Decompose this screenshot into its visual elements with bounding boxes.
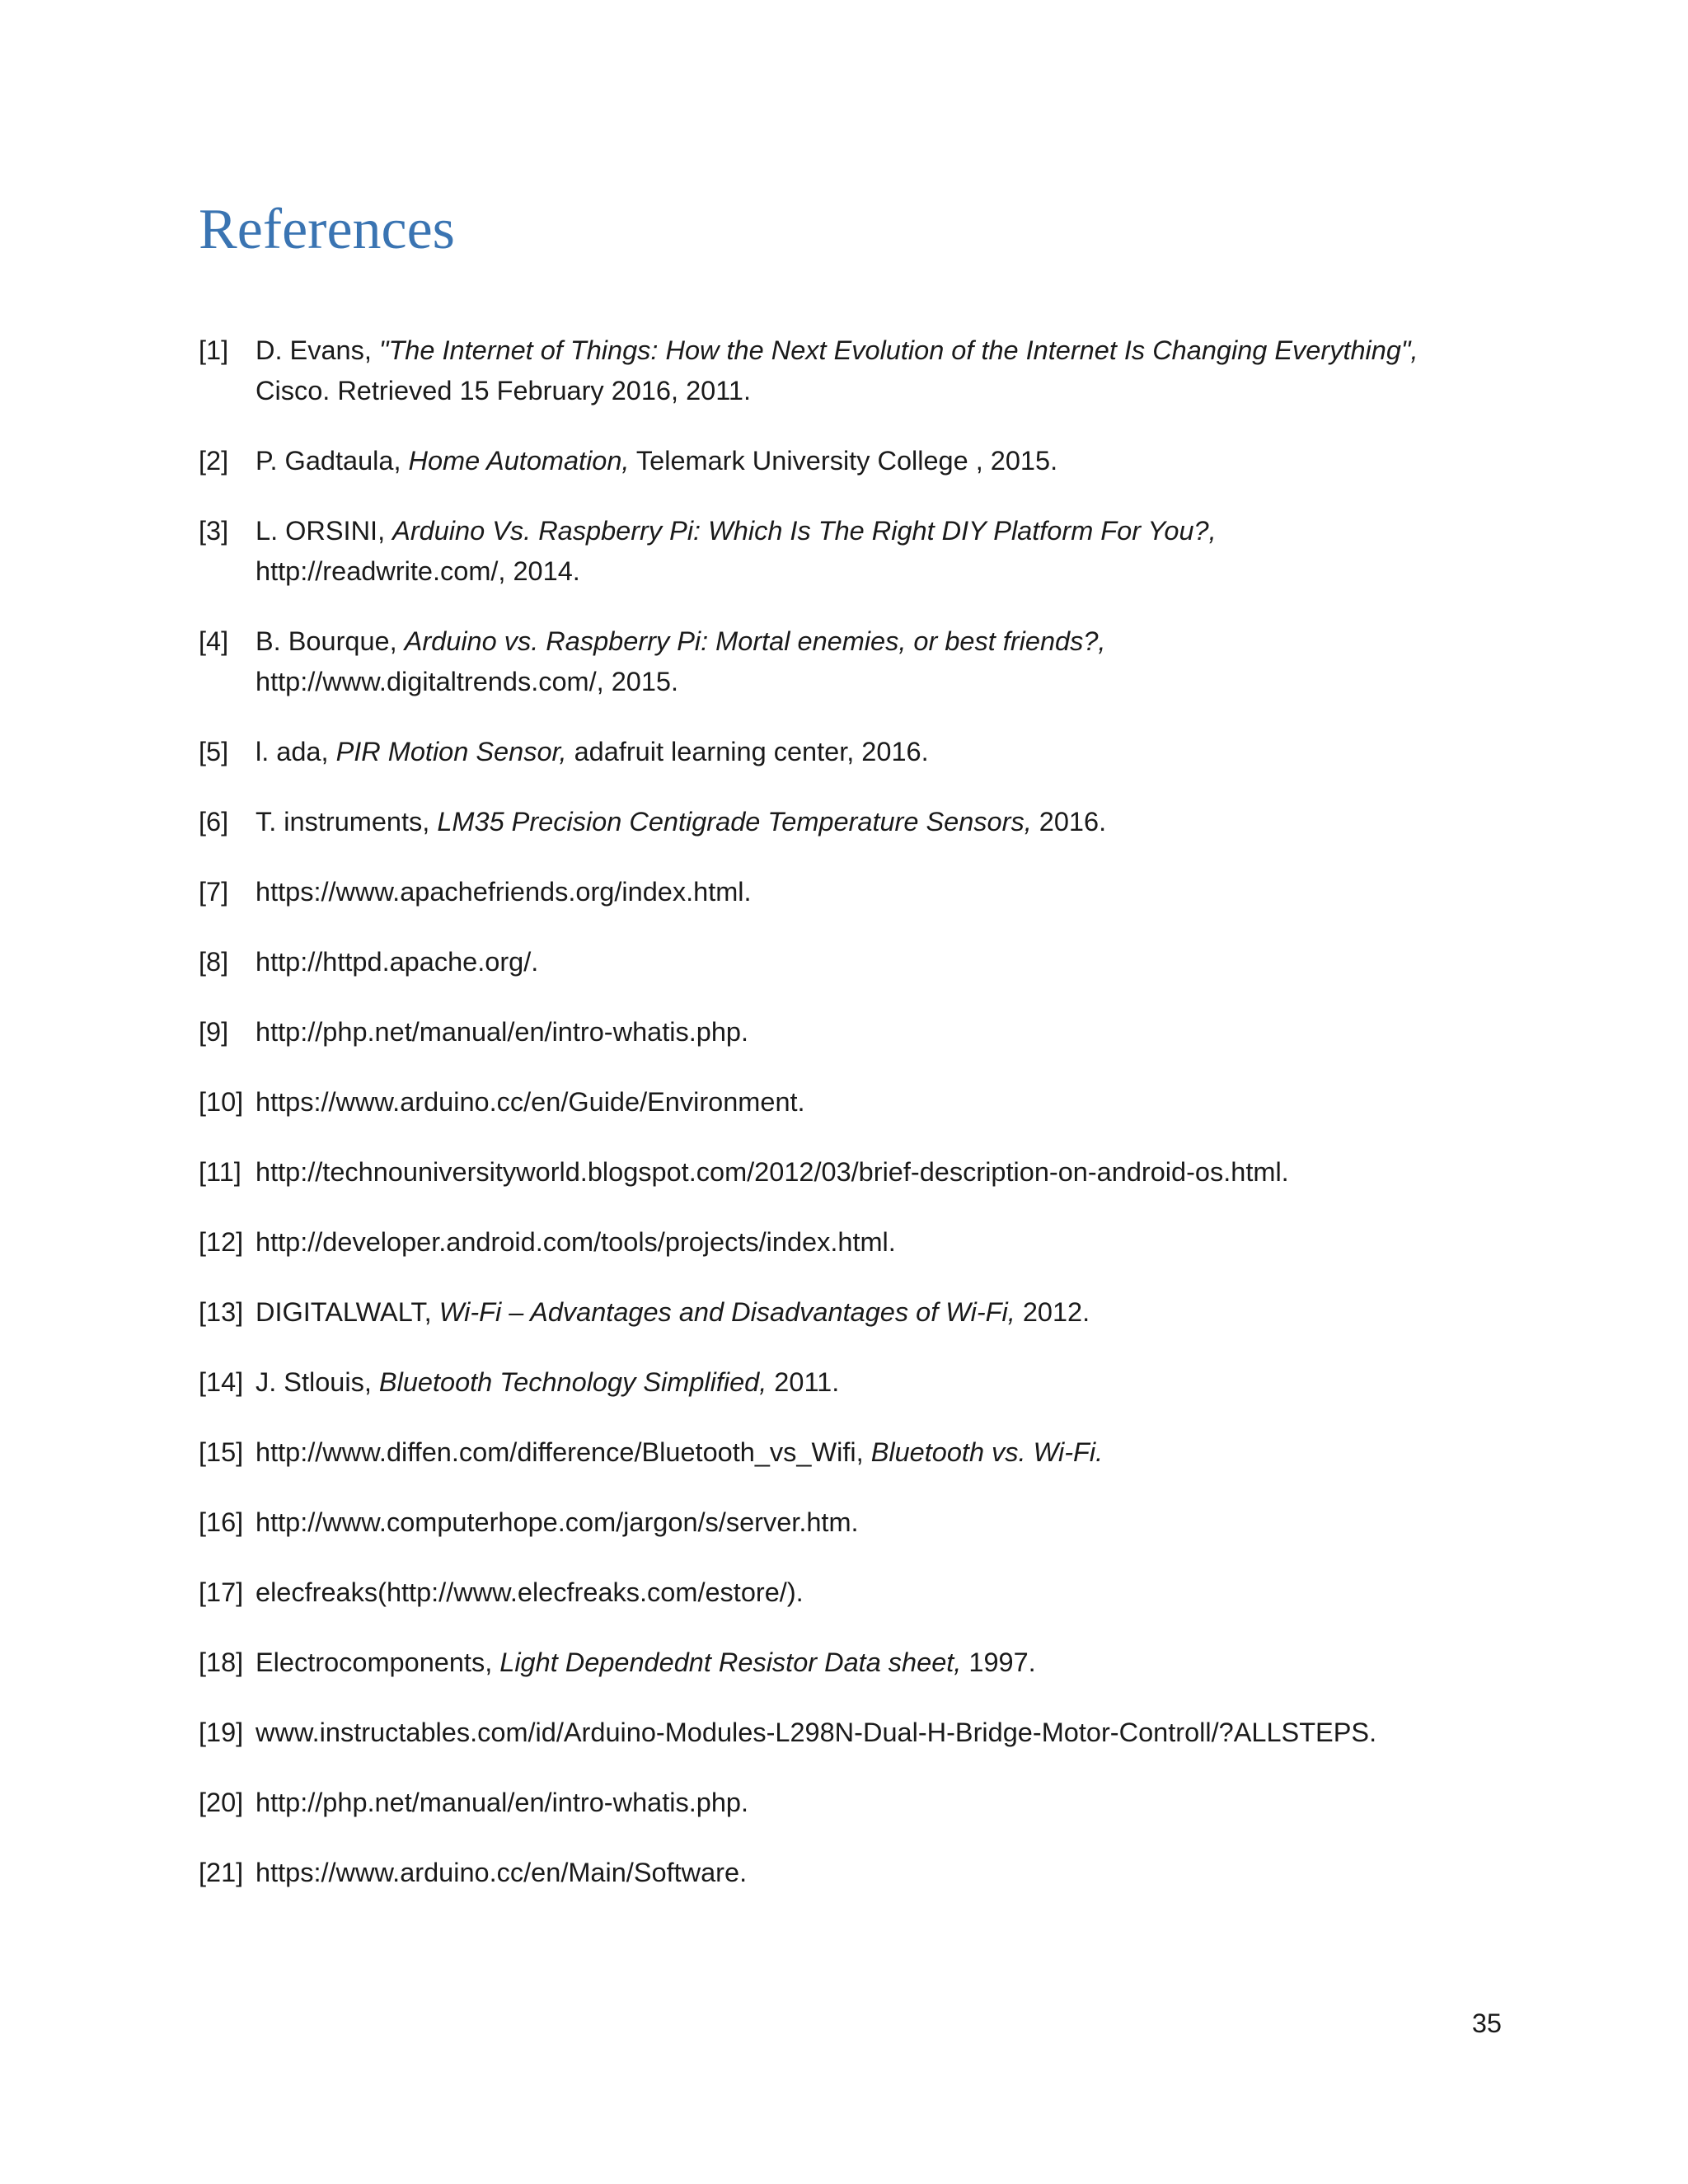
reference-item (199, 1783, 1501, 1823)
reference-item (199, 1292, 1501, 1333)
reference-item (199, 330, 1501, 411)
reference-title: PIR Motion Sensor, (335, 737, 567, 766)
page-number: 35 (1471, 2008, 1502, 2038)
reference-tail: 2011. (767, 1367, 840, 1397)
reference-continuation: http://www.digitaltrends.com/, 2015. (256, 667, 679, 696)
reference-number: [13] (199, 1297, 244, 1327)
reference-line (256, 1227, 896, 1257)
reference-number: [15] (199, 1437, 244, 1467)
reference-text (256, 511, 1501, 592)
reference-number: [16] (199, 1507, 244, 1537)
reference-text (256, 1572, 1501, 1613)
reference-number: [4] (199, 626, 229, 656)
reference-lead: B. Bourque, (256, 626, 405, 656)
reference-number: [10] (199, 1087, 244, 1117)
reference-text (256, 330, 1501, 411)
reference-title: Home Automation, (408, 446, 630, 476)
reference-line (256, 1577, 804, 1607)
reference-number: [12] (199, 1227, 244, 1257)
reference-line (256, 1157, 1289, 1187)
reference-text (256, 1502, 1501, 1543)
reference-line (256, 737, 929, 766)
reference-item (199, 1362, 1501, 1403)
reference-lead: Electrocomponents, (256, 1647, 500, 1677)
reference-text (256, 1362, 1501, 1403)
reference-tail: 2012. (1015, 1297, 1090, 1327)
reference-number: [20] (199, 1788, 244, 1817)
reference-item (199, 942, 1501, 982)
reference-number: [14] (199, 1367, 244, 1397)
reference-number: [7] (199, 877, 229, 907)
reference-text (256, 1432, 1501, 1473)
reference-text (256, 872, 1501, 912)
reference-number: [8] (199, 947, 229, 977)
reference-item (199, 441, 1501, 481)
reference-item (199, 1713, 1501, 1753)
reference-text (256, 942, 1501, 982)
reference-tail: Telemark University College , 2015. (629, 446, 1058, 476)
reference-lead: l. ada, (256, 737, 336, 766)
reference-continuation: http://readwrite.com/, 2014. (256, 556, 580, 586)
reference-item (199, 1502, 1501, 1543)
reference-line (256, 1507, 859, 1537)
reference-title: Arduino vs. Raspberry Pi: Mortal enemies, or best friends?, (404, 626, 1106, 656)
reference-continuation: Cisco. Retrieved 15 February 2016, 2011. (256, 376, 751, 405)
reference-title: Bluetooth vs. Wi-Fi. (870, 1437, 1104, 1467)
reference-line (256, 1297, 1090, 1327)
reference-text (256, 1082, 1501, 1122)
reference-text (256, 802, 1501, 842)
reference-line (256, 335, 1418, 365)
reference-lead: D. Evans, (256, 335, 379, 365)
reference-list (199, 330, 1501, 1923)
reference-lead: http://php.net/manual/en/intro-whatis.php. (256, 1017, 749, 1047)
reference-text (256, 1012, 1501, 1052)
reference-lead: elecfreaks(http://www.elecfreaks.com/estore/). (256, 1577, 804, 1607)
reference-item (199, 1432, 1501, 1473)
reference-line (256, 626, 1105, 656)
reference-text (256, 732, 1501, 772)
reference-lead: DIGITALWALT, (256, 1297, 439, 1327)
reference-text (256, 1783, 1501, 1823)
reference-text (256, 1222, 1501, 1263)
reference-title: LM35 Precision Centigrade Temperature Sensors, (437, 807, 1032, 837)
reference-line (256, 1087, 805, 1117)
reference-tail: 1997. (961, 1647, 1036, 1677)
reference-lead: www.instructables.com/id/Arduino-Modules-L298N-Dual-H-Bridge-Motor-Controll/?ALLSTEPS. (256, 1718, 1377, 1747)
reference-text (256, 1853, 1501, 1893)
reference-tail: 2016. (1031, 807, 1107, 837)
reference-lead: https://www.apachefriends.org/index.html. (256, 877, 752, 907)
reference-title: Wi-Fi – Advantages and Disadvantages of Wi-Fi, (438, 1297, 1015, 1327)
reference-line (256, 1788, 748, 1817)
reference-item (199, 621, 1501, 702)
reference-number: [2] (199, 446, 229, 476)
reference-text (256, 621, 1501, 702)
reference-title: Arduino Vs. Raspberry Pi: Which Is The Right DIY Platform For You?, (392, 516, 1217, 546)
reference-lead: L. ORSINI, (256, 516, 393, 546)
reference-item (199, 1082, 1501, 1122)
reference-line (256, 1858, 747, 1887)
reference-number: [17] (199, 1577, 244, 1607)
reference-line (256, 1718, 1376, 1747)
reference-line (256, 1367, 839, 1397)
reference-lead: http://httpd.apache.org/. (256, 947, 539, 977)
reference-number: [6] (199, 807, 229, 837)
reference-tail: adafruit learning center, 2016. (566, 737, 929, 766)
reference-line (256, 807, 1106, 837)
reference-line (256, 877, 752, 907)
reference-lead: http://www.computerhope.com/jargon/s/server.htm. (256, 1507, 859, 1537)
reference-item (199, 1853, 1501, 1893)
reference-number: [11] (199, 1157, 241, 1187)
reference-lead: http://www.diffen.com/difference/Bluetooth_vs_Wifi, (256, 1437, 871, 1467)
reference-number: [5] (199, 737, 229, 766)
reference-number: [3] (199, 516, 229, 546)
reference-lead: https://www.arduino.cc/en/Main/Software. (256, 1858, 748, 1887)
reference-item (199, 1012, 1501, 1052)
reference-item (199, 802, 1501, 842)
reference-line (256, 516, 1217, 546)
reference-line (256, 446, 1057, 476)
reference-item (199, 1152, 1501, 1193)
reference-lead: https://www.arduino.cc/en/Guide/Environment. (256, 1087, 805, 1117)
page-title: References (199, 198, 455, 261)
reference-line (256, 1647, 1036, 1677)
reference-text (256, 1152, 1501, 1193)
reference-number: [18] (199, 1647, 244, 1677)
reference-number: [1] (199, 335, 229, 365)
reference-lead: J. Stlouis, (256, 1367, 379, 1397)
reference-number: [19] (199, 1718, 244, 1747)
reference-number: [21] (199, 1858, 244, 1887)
reference-lead: T. instruments, (256, 807, 438, 837)
reference-line (256, 947, 538, 977)
reference-line (256, 1437, 1103, 1467)
reference-item (199, 732, 1501, 772)
reference-lead: http://technouniversityworld.blogspot.com/2012/03/brief-description-on-android-os.html. (256, 1157, 1289, 1187)
reference-text (256, 1643, 1501, 1683)
reference-text (256, 1292, 1501, 1333)
reference-item (199, 1222, 1501, 1263)
reference-text (256, 1713, 1501, 1753)
reference-number: [9] (199, 1017, 229, 1047)
reference-lead: P. Gadtaula, (256, 446, 409, 476)
reference-title: "The Internet of Things: How the Next Evolution of the Internet Is Changing Everything", (378, 335, 1418, 365)
reference-lead: http://developer.android.com/tools/projects/index.html. (256, 1227, 896, 1257)
reference-title: Bluetooth Technology Simplified, (378, 1367, 767, 1397)
reference-item (199, 872, 1501, 912)
reference-item (199, 511, 1501, 592)
reference-item (199, 1643, 1501, 1683)
reference-line (256, 1017, 748, 1047)
reference-title: Light Dependednt Resistor Data sheet, (499, 1647, 962, 1677)
reference-text (256, 441, 1501, 481)
reference-lead: http://php.net/manual/en/intro-whatis.php. (256, 1788, 749, 1817)
reference-item (199, 1572, 1501, 1613)
